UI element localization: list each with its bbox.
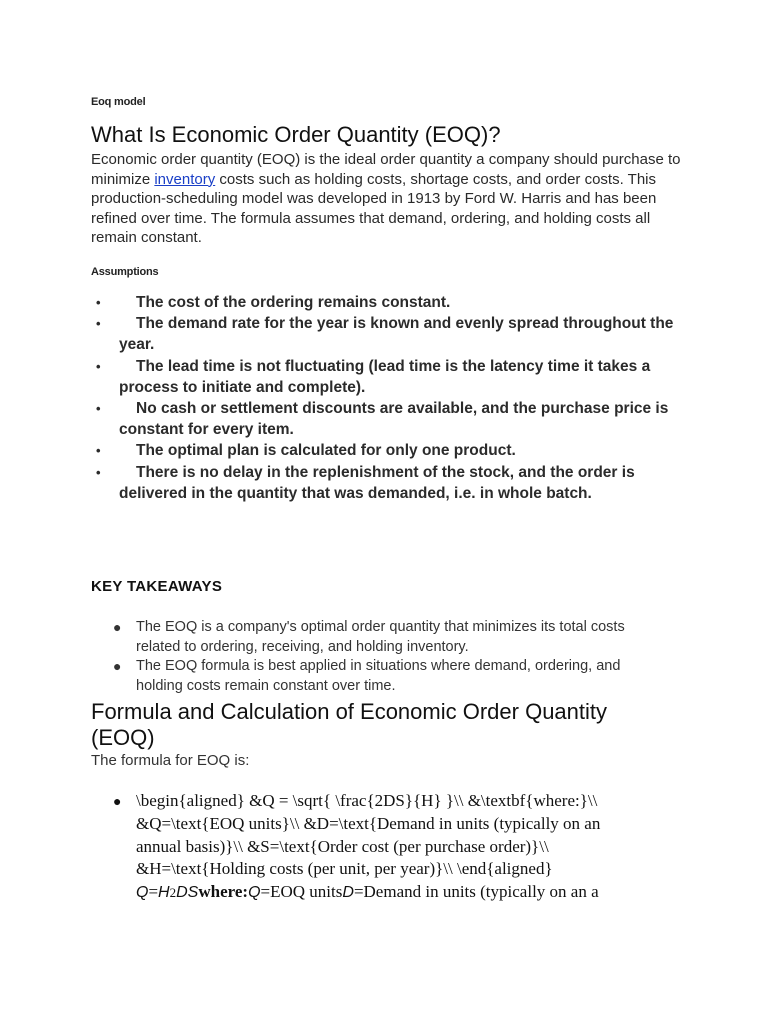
intro-text-start: Economic order quantity (EOQ) is the ideal order quantity a company should purchase to minimize — [91, 151, 681, 188]
intro-text-end: costs such as holding costs, shortage costs, and order costs. This production-scheduling model was developed in 1913 by Ford W. Harris and has been refined over time. The formula assumes that demand, ordering, and holding costs all remain constant. — [91, 170, 657, 246]
assumption-text: There is no delay in the replenishment of the stock, and the order is delivered in the quantity that was demanded, i.e. in whole batch. — [119, 463, 635, 502]
latex-line: &H=\text{Holding costs (per unit, per year)}\\ \end{aligned} — [136, 859, 553, 879]
bullet-icon: • — [96, 316, 101, 332]
key-takeaways-list — [91, 618, 671, 696]
bullet-icon: • — [96, 443, 101, 459]
var-q: Q — [136, 884, 149, 902]
var-d: D — [342, 884, 354, 902]
var-q: Q — [248, 884, 261, 902]
latex-line: annual basis)}\\ &S=\text{Order cost (per purchase order)}\\ — [136, 836, 549, 856]
takeaway-text: The EOQ formula is best applied in situations where demand, ordering, and holding costs remain constant over time. — [136, 658, 621, 694]
bullet-icon: • — [96, 401, 101, 417]
assumption-text: The cost of the ordering remains constant. — [136, 294, 451, 311]
latex-line: &Q=\text{EOQ units}\\ &D=\text{Demand in units (typically on an — [136, 813, 601, 833]
page-title: What Is Economic Order Quantity (EOQ)? — [91, 122, 501, 147]
list-item — [91, 462, 691, 504]
eoq-units-text: =EOQ units — [260, 882, 343, 902]
key-takeaways-heading: KEY TAKEAWAYS — [91, 578, 223, 595]
inventory-link[interactable]: inventory — [154, 170, 216, 188]
bullet-icon: ● — [113, 658, 122, 674]
assumption-text: The optimal plan is calculated for only one product. — [136, 442, 516, 460]
numeral-two: 2 — [169, 885, 177, 901]
list-item — [91, 313, 691, 355]
bullet-icon: • — [96, 464, 101, 480]
list-item — [91, 356, 691, 398]
latex-line: \begin{aligned} &Q = \sqrt{ \frac{2DS}{H} }\\ &\textbf{where:}\\ — [136, 791, 598, 810]
assumptions-label: Assumptions — [91, 266, 159, 278]
var-ds: DS — [176, 884, 199, 902]
equals-sign: = — [148, 882, 159, 902]
formula-heading: Formula and Calculation of Economic Order Quantity (EOQ) — [91, 699, 608, 750]
formula-intro: The formula for EOQ is: — [91, 752, 250, 769]
bullet-icon: ● — [113, 619, 122, 635]
var-h: H — [158, 884, 170, 902]
bullet-icon: • — [96, 295, 101, 310]
list-item — [91, 292, 691, 313]
bullet-icon: • — [96, 358, 101, 374]
takeaway-text: The EOQ is a company's optimal order quantity that minimizes its total costs related to ordering, receiving, and holding inventory. — [136, 619, 625, 655]
assumptions-list — [91, 292, 691, 504]
intro-paragraph — [91, 150, 691, 248]
formula-list — [91, 790, 691, 905]
assumption-text: No cash or settlement discounts are available, and the purchase price is constant for every item. — [119, 400, 669, 439]
eoq-model-label: Eoq model — [91, 96, 146, 108]
demand-text: =Demand in units (typically on an a — [353, 882, 599, 902]
where-label: where: — [198, 882, 249, 902]
list-item — [91, 618, 671, 657]
list-item — [91, 398, 691, 440]
list-item — [91, 657, 671, 696]
list-item — [91, 440, 691, 461]
assumption-text: The demand rate for the year is known and evenly spread throughout the year. — [119, 315, 674, 354]
assumption-text: The lead time is not fluctuating (lead time is the latency time it takes a process to initiate and complete). — [119, 357, 651, 396]
list-item — [91, 790, 691, 905]
rendered-formula-line — [136, 881, 691, 905]
bullet-icon: ● — [113, 793, 122, 809]
